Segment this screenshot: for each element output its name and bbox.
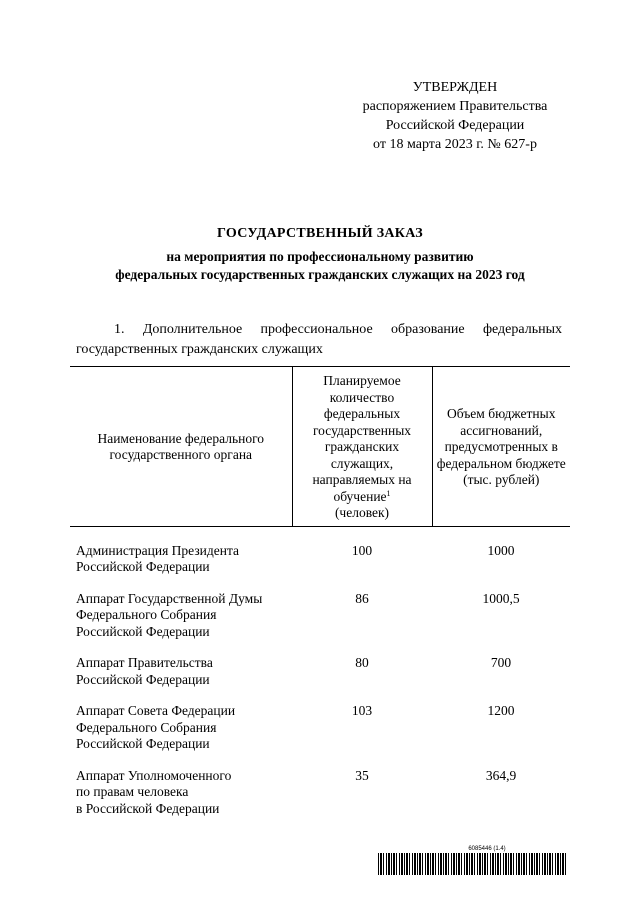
agency-name: Аппарат Государственной Думы Федерального Собрания Российской Федерации	[76, 590, 263, 639]
header-budget: Объем бюджетных ассигнований, предусмотренных в федеральном бюджете (тыс. рублей)	[432, 367, 570, 527]
table-row	[70, 526, 570, 591]
agency-name: Аппарат Совета Федерации Федерального Собрания Российской Федерации	[76, 703, 236, 751]
employee-count: 86	[355, 590, 369, 606]
header-employee-count: Планируемое количество федеральных государственных гражданских служащих, направляемых на обучение$^1$ (человек)	[292, 367, 432, 527]
table-header-row	[70, 367, 570, 527]
budget-amount: 700	[490, 655, 512, 670]
budget-amount: 1000,5	[482, 590, 520, 606]
header-agency: Наименование федерального государственного органа	[70, 367, 292, 527]
employee-count: 35	[355, 767, 369, 783]
agency-name: Аппарат Уполномоченного по правам человека в Российской Федерации	[76, 767, 232, 816]
table-row	[70, 655, 570, 703]
table-row	[70, 591, 570, 656]
state-order-table	[70, 366, 570, 832]
employee-count: 80	[355, 655, 369, 670]
approval-date-number: от 18 марта 2023 г. № 627-р	[373, 137, 537, 152]
barcode-text: 6085446 (1.4)	[468, 846, 506, 852]
approval-authority: Российской Федерации	[385, 118, 525, 133]
footnote-marker: 1	[386, 488, 391, 498]
table-row	[70, 703, 570, 768]
table-row	[70, 768, 570, 833]
barcode-icon	[378, 853, 566, 875]
agency-name: Администрация Президента Российской Федерации	[76, 542, 240, 574]
approval-status: УТВЕРЖДЕН	[412, 80, 498, 95]
approval-order-type: распоряжением Правительства	[362, 99, 548, 114]
approval-block	[330, 78, 580, 154]
section-heading: 1. Дополнительное профессиональное образование федеральных государственных гражданских служащих	[76, 322, 562, 357]
budget-amount: 364,9	[485, 767, 517, 783]
employee-count: 103	[351, 703, 373, 718]
budget-amount: 1200	[487, 703, 515, 718]
agency-name: Аппарат Правительства Российской Федерации	[76, 655, 213, 687]
document-barcode	[378, 845, 566, 875]
subtitle-line-2: федеральных государственных гражданских служащих на 2023 год	[115, 267, 525, 282]
document-subtitle	[0, 248, 640, 284]
budget-amount: 1000	[487, 542, 515, 558]
employee-count: 100	[351, 542, 373, 558]
document-title: ГОСУДАРСТВЕННЫЙ ЗАКАЗ	[216, 226, 423, 241]
subtitle-line-1: на мероприятия по профессиональному развитию	[166, 249, 474, 264]
